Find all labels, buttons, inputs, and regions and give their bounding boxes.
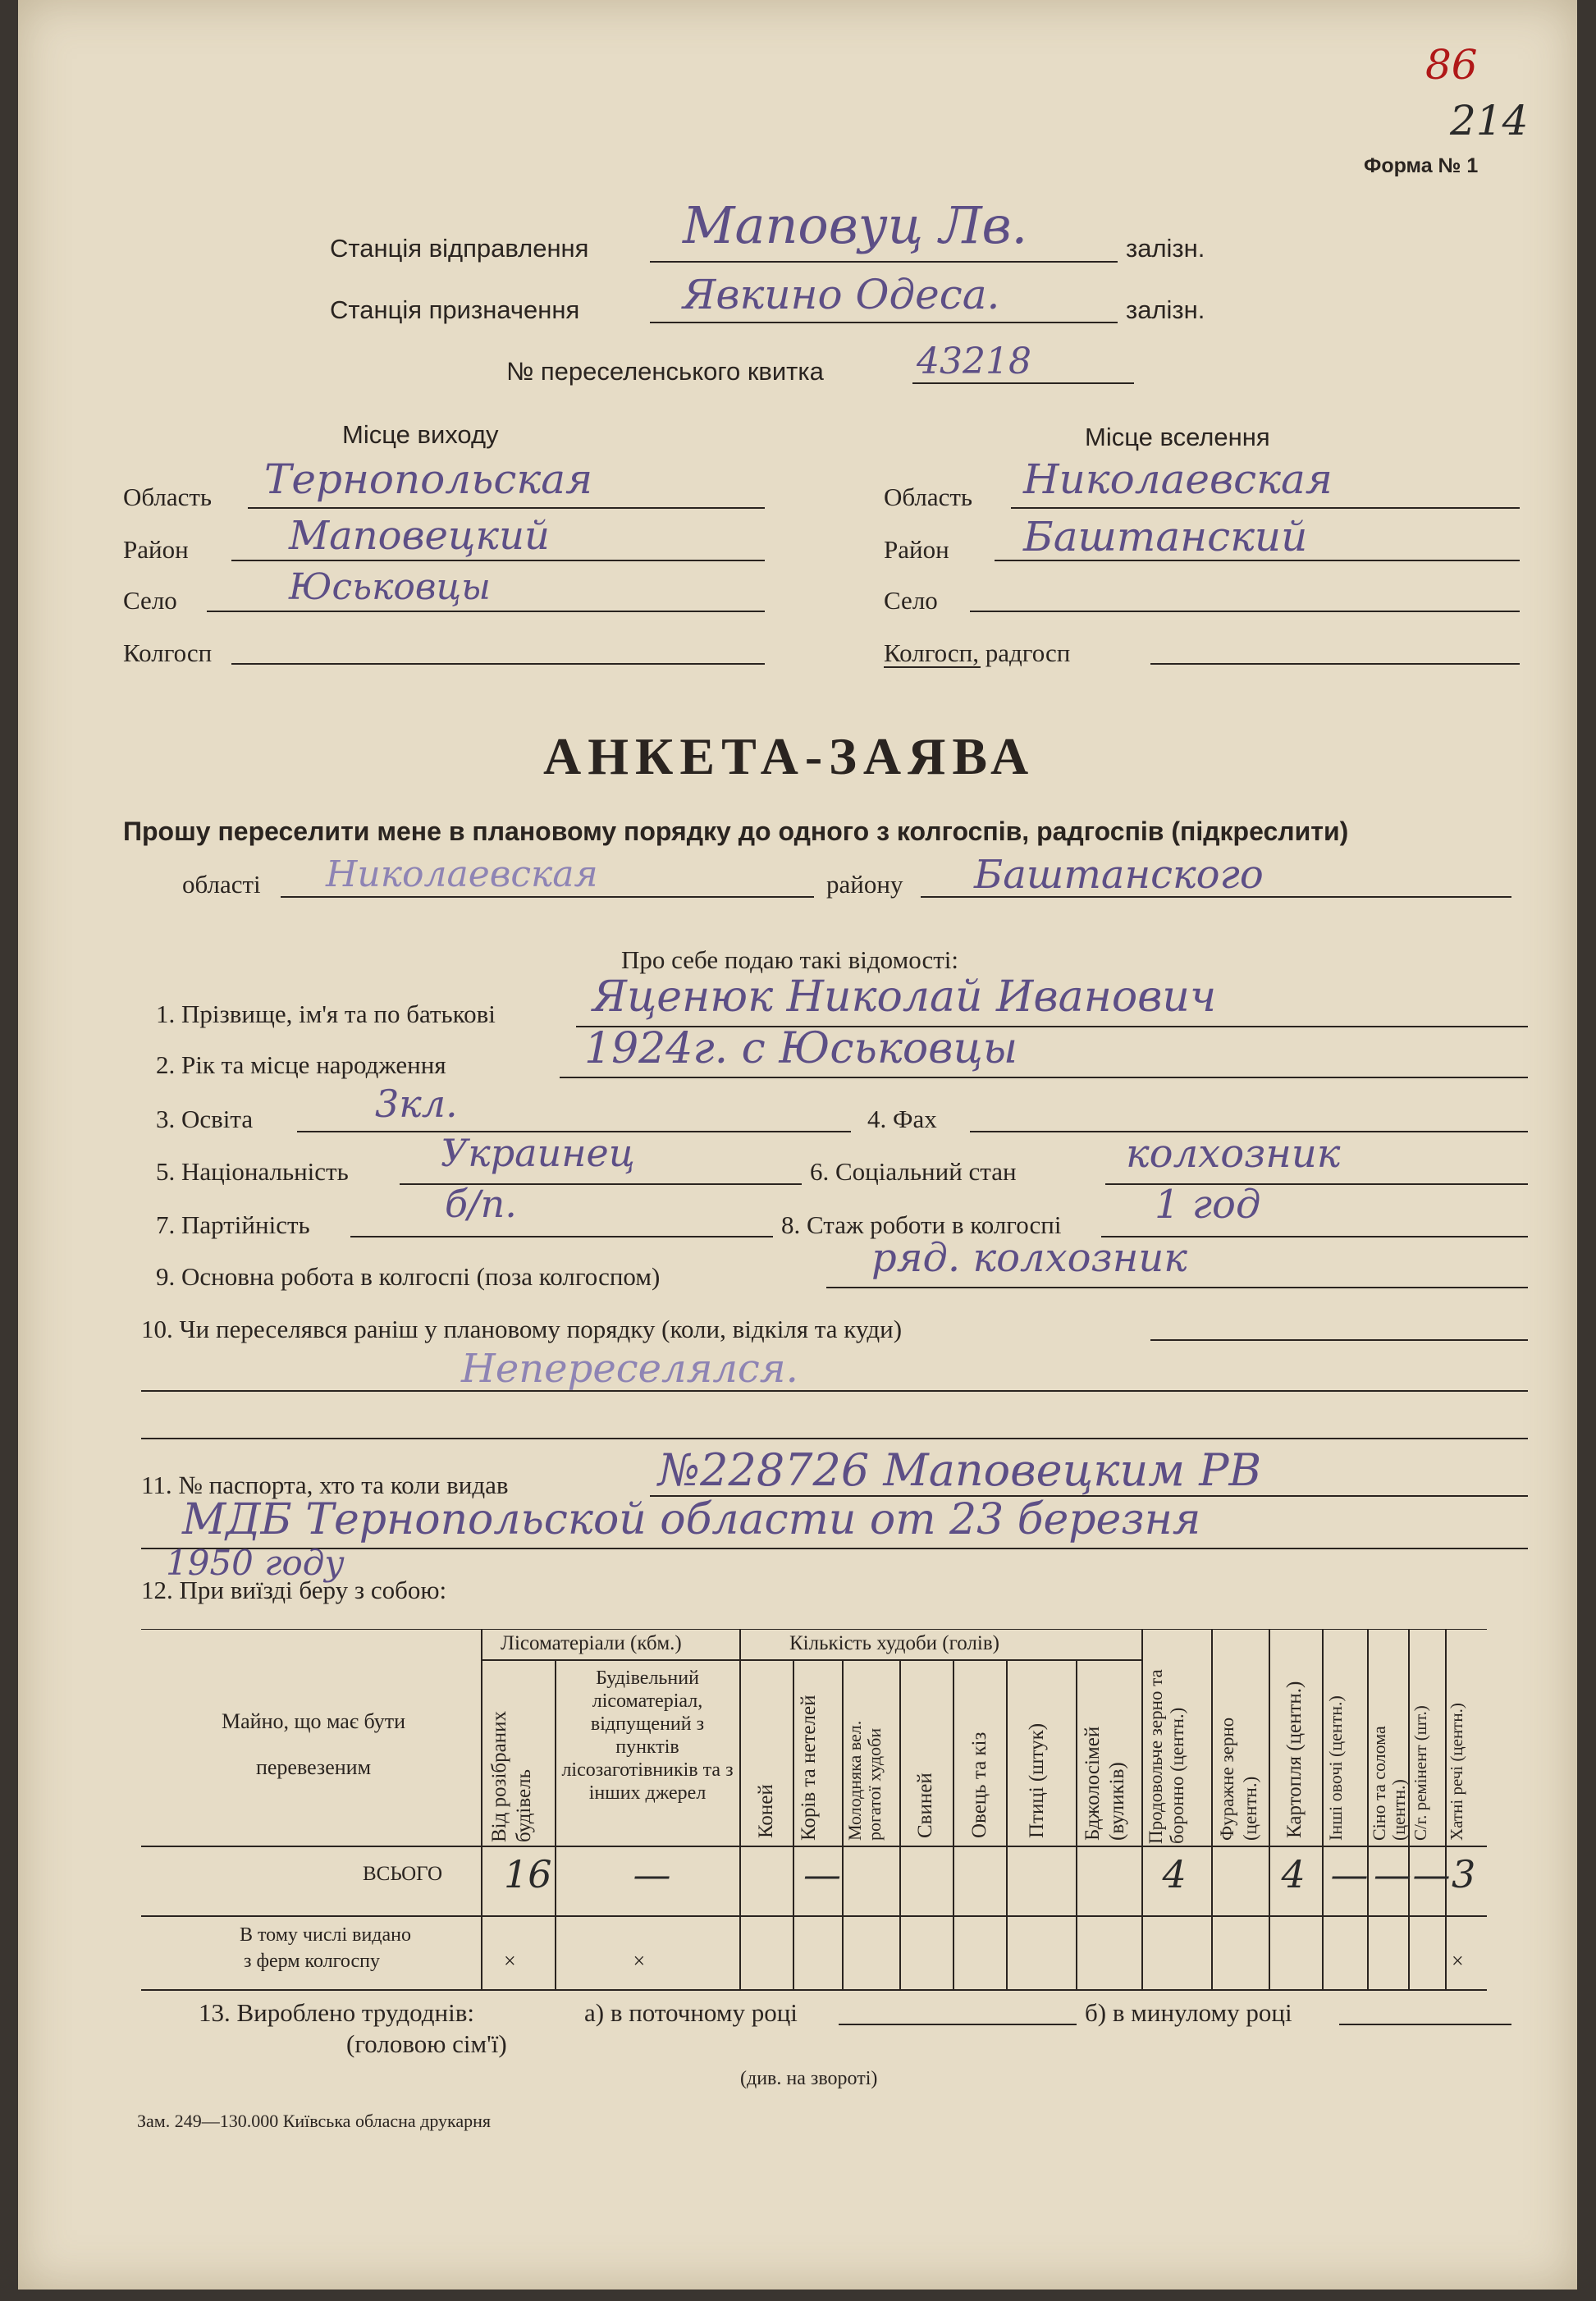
q13-sub: (головою сім'ї) bbox=[346, 2029, 507, 2058]
total-col-9: 4 bbox=[1162, 1852, 1187, 1896]
current-year-label: а) в поточному році bbox=[584, 1998, 798, 2027]
q5-label: 5. Національність bbox=[156, 1157, 349, 1186]
request-line: Прошу переселити мене в плановому порядку до одного з колгоспів, радгоспів (підкреслити) bbox=[123, 817, 1349, 846]
q6-label: 6. Соціальний стан bbox=[810, 1157, 1017, 1186]
destination-value: Явкино Одеса. bbox=[683, 271, 1000, 318]
q8-value: 1 год bbox=[1155, 1182, 1261, 1228]
origin-oblast-value: Тернопольская bbox=[264, 455, 593, 503]
q9-label: 9. Основна робота в колгоспі (поза колгоспом) bbox=[156, 1262, 661, 1291]
q13-label: 13. Вироблено трудоднів: bbox=[199, 1998, 475, 2027]
q1-value: Яценюк Николай Иванович bbox=[592, 972, 1217, 1022]
dest-raion-label: Район bbox=[884, 535, 949, 564]
farm-mark-col-15: × bbox=[1452, 1949, 1464, 1973]
ticket-value: 43218 bbox=[917, 341, 1031, 382]
q2-label: 2. Рік та місце народження bbox=[156, 1050, 446, 1079]
dest-oblast-value: Николаевская bbox=[1023, 455, 1333, 503]
dest-oblast-label: Область bbox=[884, 483, 973, 511]
q3-label: 3. Освіта bbox=[156, 1105, 254, 1133]
last-year-label: б) в минулому році bbox=[1085, 1998, 1292, 2027]
dest-kolhosp-label: Колгосп, радгосп bbox=[884, 638, 1071, 667]
q8-label: 8. Стаж роботи в колгоспі bbox=[781, 1210, 1062, 1239]
origin-raion-value: Маповецкий bbox=[289, 513, 550, 559]
col-lumber-sources: Будівельний лісоматеріал, відпущений з пунктів лісозаготівників та з інших джерел bbox=[561, 1667, 734, 1804]
q10-value: Непереселялся. bbox=[461, 1346, 798, 1392]
total-row-label: ВСЬОГО bbox=[363, 1863, 443, 1885]
farm-mark-col-0: × bbox=[504, 1949, 516, 1973]
col-fodder-grain: Фуражне зерно (центн.) bbox=[1217, 1717, 1260, 1841]
q5-value: Украинец bbox=[441, 1131, 635, 1175]
q11-value-1: №228726 Маповецким РВ bbox=[658, 1444, 1262, 1496]
ticket-label: № переселенського квитка bbox=[506, 357, 824, 386]
col-cows: Корів та нетелей bbox=[798, 1695, 820, 1841]
total-col-3: — bbox=[803, 1852, 841, 1896]
q2-value: 1924г. с Юськовцы bbox=[584, 1024, 1018, 1073]
departure-value: Маповуц Лв. bbox=[683, 195, 1028, 255]
origin-heading: Місце виходу bbox=[342, 420, 499, 449]
page-number-top: 86 bbox=[1425, 41, 1478, 89]
total-col-15: 3 bbox=[1452, 1852, 1476, 1896]
col-farm-tools: С/г. ремінент (шт.) bbox=[1411, 1705, 1430, 1841]
farm-row-label-2: з ферм колгоспу bbox=[244, 1951, 380, 1972]
total-col-13: — bbox=[1374, 1852, 1411, 1896]
see-back-note: (див. на звороті) bbox=[740, 2068, 878, 2089]
total-col-0: 16 bbox=[504, 1852, 552, 1896]
q11-value-2: МДБ Тернопольской области от 23 березня bbox=[182, 1495, 1201, 1544]
origin-selo-label: Село bbox=[123, 586, 177, 615]
form-label: Форма № 1 bbox=[1364, 154, 1479, 177]
col-vegetables: Інші овочі (центн.) bbox=[1325, 1695, 1346, 1841]
total-col-11: 4 bbox=[1281, 1852, 1306, 1896]
goods-table bbox=[141, 1629, 1487, 2011]
livestock-group-header: Кількість худоби (голів) bbox=[789, 1632, 999, 1654]
q12-label: 12. При виїзді беру з собою: bbox=[141, 1576, 447, 1604]
col-horses: Коней bbox=[755, 1784, 777, 1838]
farm-mark-col-1: × bbox=[633, 1949, 646, 1973]
q10-label: 10. Чи переселявся раніш у плановому порядку (коли, відкіля та куди) bbox=[141, 1315, 903, 1343]
col-sheep-goats: Овець та кіз bbox=[968, 1731, 990, 1838]
document-page bbox=[18, 0, 1577, 2290]
q3-value: 3кл. bbox=[375, 1082, 458, 1126]
farm-row-label-1: В тому числі видано bbox=[240, 1924, 412, 1946]
departure-label: Станція відправлення bbox=[330, 234, 589, 263]
col-beehives: Бджолосімей (вуликів) bbox=[1082, 1726, 1128, 1841]
total-col-12: — bbox=[1330, 1852, 1369, 1896]
col-young-cattle: Молодняка вел. рогатої худоби bbox=[844, 1720, 885, 1841]
property-header: Майно, що має бути перевезеним bbox=[222, 1709, 405, 1779]
col-pigs: Свиней bbox=[914, 1773, 936, 1838]
destination-suffix: залізн. bbox=[1126, 295, 1205, 324]
origin-kolhosp-label: Колгосп bbox=[123, 638, 213, 667]
dest-raion-value: Баштанский bbox=[1023, 513, 1308, 560]
departure-suffix: залізн. bbox=[1126, 234, 1205, 263]
q11-label: 11. № паспорта, хто та коли видав bbox=[141, 1471, 509, 1499]
q1-label: 1. Прізвище, ім'я та по батькові bbox=[156, 1000, 496, 1028]
dest-selo-label: Село bbox=[884, 586, 938, 615]
q6-value: колхозник bbox=[1126, 1131, 1341, 1177]
origin-raion-label: Район bbox=[123, 535, 189, 564]
q9-value: ряд. колхозник bbox=[871, 1235, 1187, 1281]
col-poultry: Птиці (штук) bbox=[1026, 1722, 1048, 1838]
q7-value: б/п. bbox=[445, 1182, 517, 1226]
col-food-grain: Продовольче зерно та боронно (центн.) bbox=[1146, 1669, 1187, 1844]
dest-heading: Місце вселення bbox=[1085, 423, 1270, 451]
intro-line: Про себе подаю такі відомості: bbox=[621, 945, 959, 974]
col-household: Хатні речі (центн.) bbox=[1447, 1703, 1466, 1841]
q11-value-3: 1950 году bbox=[166, 1543, 345, 1583]
col-hay-straw: Сіно та солома (центн.) bbox=[1369, 1726, 1409, 1841]
form-title: АНКЕТА-ЗАЯВА bbox=[543, 727, 1036, 785]
origin-selo-value: Юськовцы bbox=[289, 566, 492, 608]
area-raion-value: Баштанского bbox=[974, 852, 1264, 898]
total-col-14: — bbox=[1412, 1852, 1451, 1896]
col-dismantled: Від розібраних будівель bbox=[488, 1711, 535, 1842]
q4-label: 4. Фах bbox=[867, 1105, 937, 1133]
area-oblast-label: області bbox=[182, 870, 261, 899]
page-number-bottom: 214 bbox=[1450, 97, 1529, 144]
lumber-group-header: Лісоматеріали (кбм.) bbox=[501, 1632, 682, 1654]
origin-oblast-label: Область bbox=[123, 483, 213, 511]
col-potatoes: Картопля (центн.) bbox=[1283, 1681, 1306, 1838]
destination-label: Станція призначення bbox=[330, 295, 580, 324]
q7-label: 7. Партійність bbox=[156, 1210, 310, 1239]
area-oblast-value: Николаевская bbox=[326, 853, 598, 895]
area-raion-label: району bbox=[826, 870, 903, 899]
printer-line: Зам. 249—130.000 Київська обласна друкарня bbox=[137, 2111, 492, 2131]
total-col-1: — bbox=[633, 1852, 671, 1896]
